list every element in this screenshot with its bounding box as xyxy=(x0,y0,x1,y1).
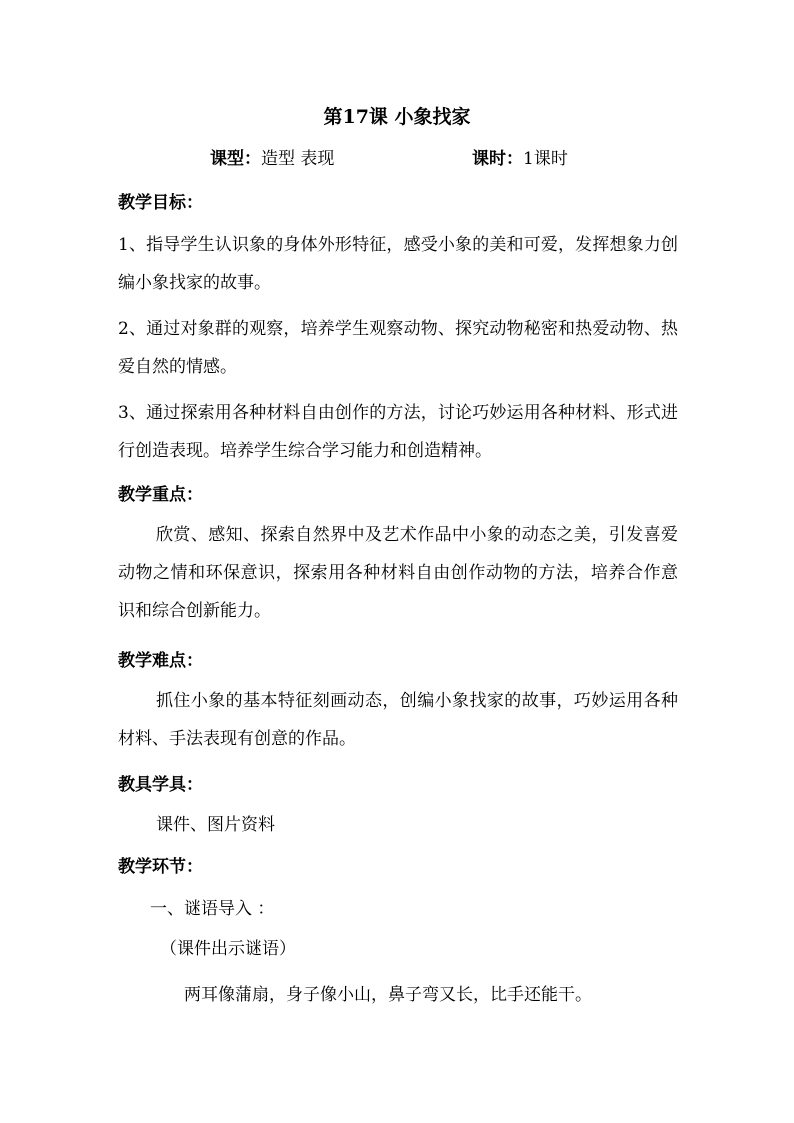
lesson-type-value: 造型 表现 xyxy=(261,149,335,169)
step-1-note: （课件出示谜语） xyxy=(160,939,296,959)
difficulties-text: 抓住小象的基本特征刻画动态，创编小象找家的故事，巧妙运用各种材料、手法表现有创意的作品。 xyxy=(118,691,678,749)
key-points-text: 欣赏、感知、探索自然界中及艺术作品中小象的动态之美，引发喜爱动物之情和环保意识，探索用各种材料自由创作动物的方法，培养合作意识和综合创新能力。 xyxy=(118,525,678,621)
objective-3: 3、通过探索用各种材料自由创作的方法，讨论巧妙运用各种材料、形式进行创造表现。培养学生综合学习能力和创造精神。 xyxy=(118,403,678,461)
lesson-type-label: 课型： xyxy=(210,149,261,169)
process-heading: 教学环节： xyxy=(118,857,203,877)
key-points-heading: 教学重点： xyxy=(118,485,203,505)
difficulties-heading: 教学难点： xyxy=(118,651,203,671)
lesson-hours xyxy=(472,146,568,172)
riddle-text: 两耳像蒲扇，身子像小山，鼻子弯又长，比手还能干。 xyxy=(184,985,592,1005)
lesson-hours-label: 课时： xyxy=(472,149,523,169)
materials-heading: 教具学具： xyxy=(118,775,203,795)
objective-2: 2、通过对象群的观察，培养学生观察动物、探究动物秘密和热爱动物、热爱自然的情感。 xyxy=(118,319,678,377)
objectives-heading: 教学目标： xyxy=(118,193,203,213)
step-1: 一、谜语导入 ： xyxy=(150,899,275,919)
page-title: 第17课 小象找家 xyxy=(323,106,471,128)
objective-1: 1、指导学生认识象的身体外形特征，感受小象的美和可爱，发挥想象力创编小象找家的故事。 xyxy=(118,235,678,293)
lesson-type xyxy=(210,146,334,172)
materials-text: 课件、图片资料 xyxy=(156,815,275,835)
lesson-hours-value: 1课时 xyxy=(523,149,568,169)
